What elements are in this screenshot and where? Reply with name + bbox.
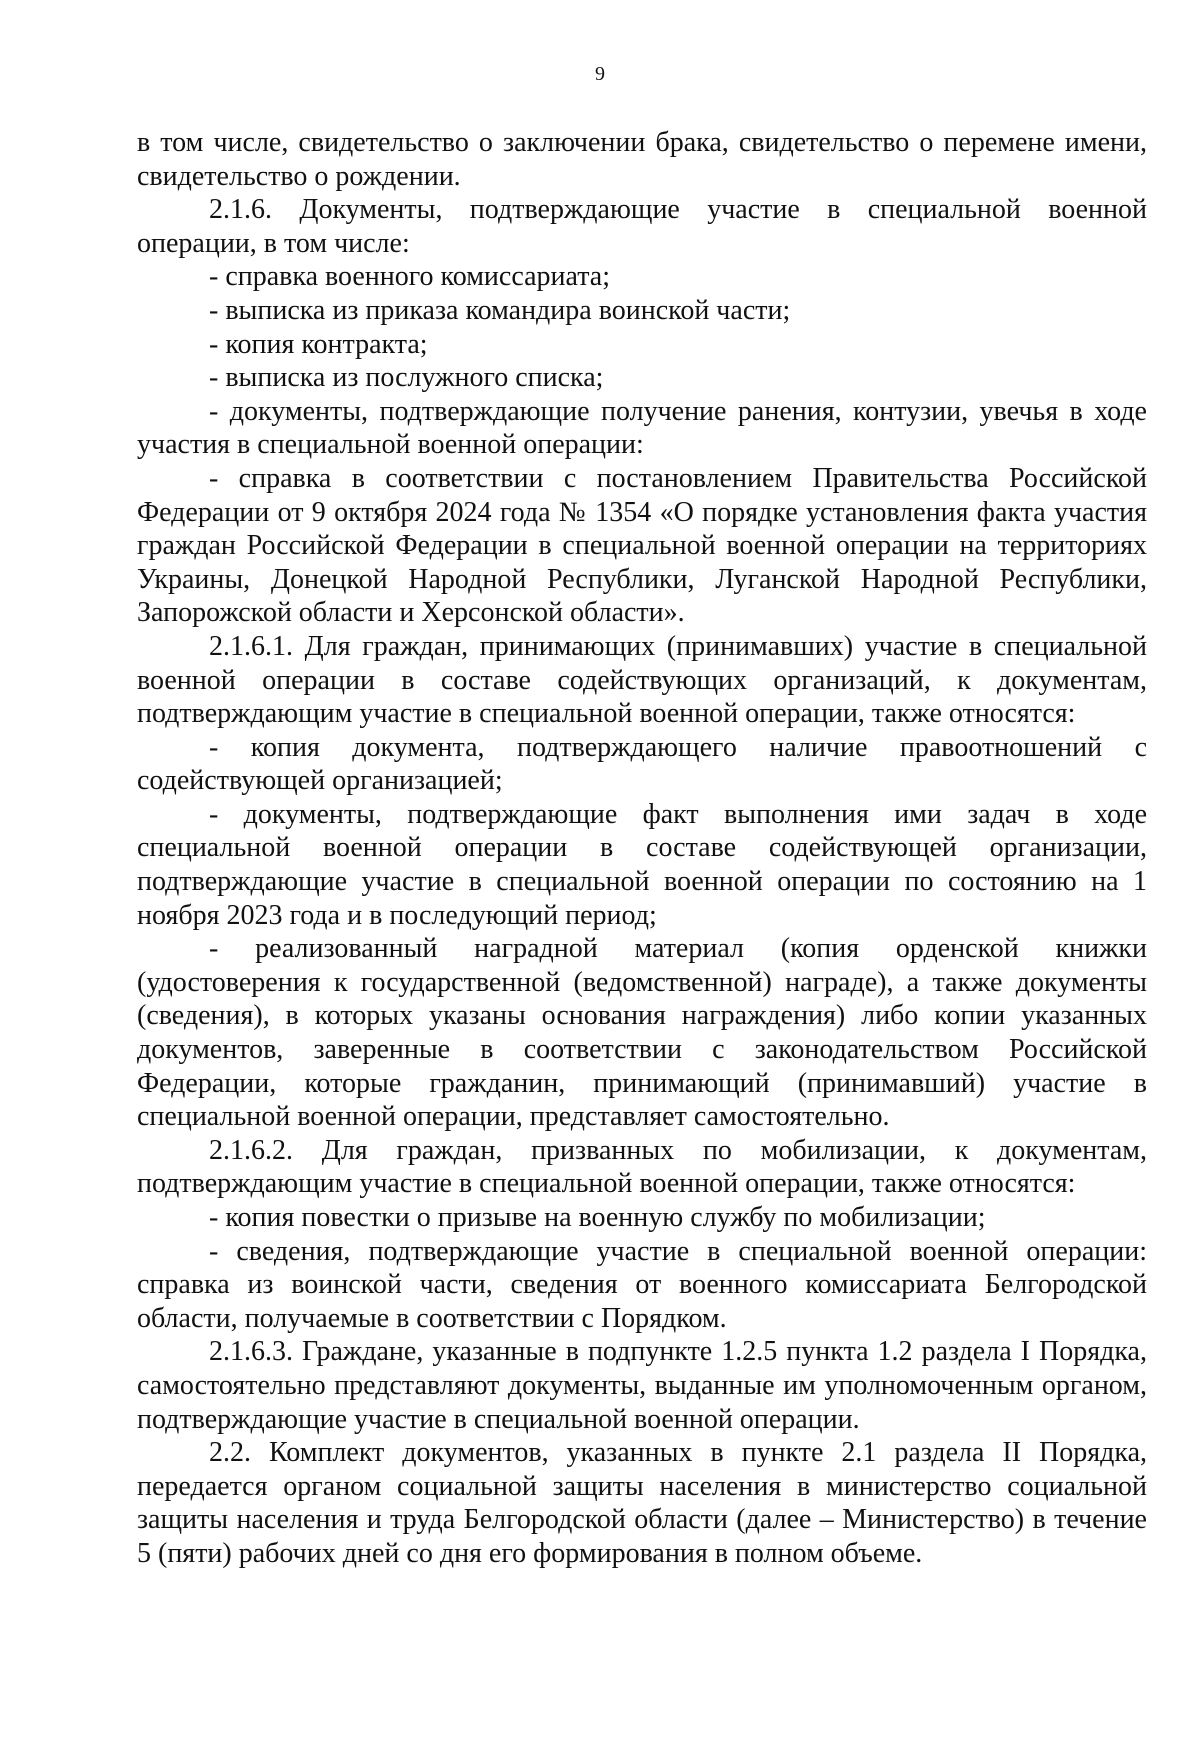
list-item-order-extract: - выписка из приказа командира воинской части;	[209, 294, 791, 326]
paragraph-2-2: 2.2. Комплект документов, указанных в пункте 2.1 раздела II Порядка, передается органом социальной защиты населения в министерство социальной защиты населения и труда Белгородской области (далее – Министерство) в течение 5 (пяти) рабочих дней со дня его формирования в полном объеме.	[137, 1437, 1147, 1569]
paragraph-continuation: в том числе, свидетельство о заключении брака, свидетельство о перемене имени, свидетельство о рождении.	[137, 127, 1147, 192]
list-item-injury-documents: - документы, подтверждающие получение ранения, контузии, увечья в ходе участия в специальной военной операции:	[137, 395, 1147, 461]
document-body	[137, 126, 1147, 1571]
list-item-military-commissariat-certificate: - справка военного комиссариата;	[209, 261, 610, 293]
list-item-legal-relationship-document: - копия документа, подтверждающего наличие правоотношений с содействующей организацией;	[137, 731, 1147, 797]
list-item-award-material: - реализованный наградной материал (копия орденской книжки (удостоверения к государственной (ведомственной) награде), а также документы (сведения), в которых указаны основания награждения) либо копии указанных документов, заверенные в соответствии с законодательством Российской Федерации, которые гражданин, принимающий (принимавший) участие в специальной военной операции, представляет самостоятельно.	[137, 933, 1147, 1133]
list-item-task-fulfillment-documents: - документы, подтверждающие факт выполнения ими задач в ходе специальной военной операции в составе содействующей организации, подтверждающие участие в специальной военной операции по состоянию на 1 ноября 2023 года и в последующий период;	[137, 798, 1147, 931]
list-item-contract-copy: - копия контракта;	[209, 328, 428, 360]
page-number: 9	[595, 63, 605, 85]
paragraph-2-1-6-2: 2.1.6.2. Для граждан, призванных по мобилизации, к документам, подтверждающим участие в специальной военной операции, также относятся:	[137, 1134, 1147, 1200]
list-item-participation-information: - сведения, подтверждающие участие в специальной военной операции: справка из воинской части, сведения от военного комиссариата Белгородской области, получаемые в соответствии с Порядком.	[137, 1235, 1147, 1334]
paragraph-2-1-6-1: 2.1.6.1. Для граждан, принимающих (принимавших) участие в специальной военной операции в составе содействующих организаций, к документам, подтверждающим участие в специальной военной операции, также относятся:	[137, 630, 1147, 730]
list-item-government-decree-certificate: - справка в соответствии с постановлением Правительства Российской Федерации от 9 октября 2024 года № 1354 «О порядке установления факта участия граждан Российской Федерации в специальной военной операции на территориях Украины, Донецкой Народной Республики, Луганской Народной Республики, Запорожской области и Херсонской области».	[137, 462, 1147, 629]
paragraph-2-1-6-3: 2.1.6.3. Граждане, указанные в подпункте 1.2.5 пункта 1.2 раздела I Порядка, самостоятельно представляют документы, выданные им уполномоченным органом, подтверждающие участие в специальной военной операции.	[137, 1336, 1147, 1435]
list-item-service-record-extract: - выписка из послужного списка;	[209, 362, 604, 394]
paragraph-2-1-6: 2.1.6. Документы, подтверждающие участие в специальной военной операции, в том числе:	[137, 194, 1147, 259]
list-item-mobilization-summons: - копия повестки о призыве на военную службу по мобилизации;	[209, 1202, 986, 1233]
